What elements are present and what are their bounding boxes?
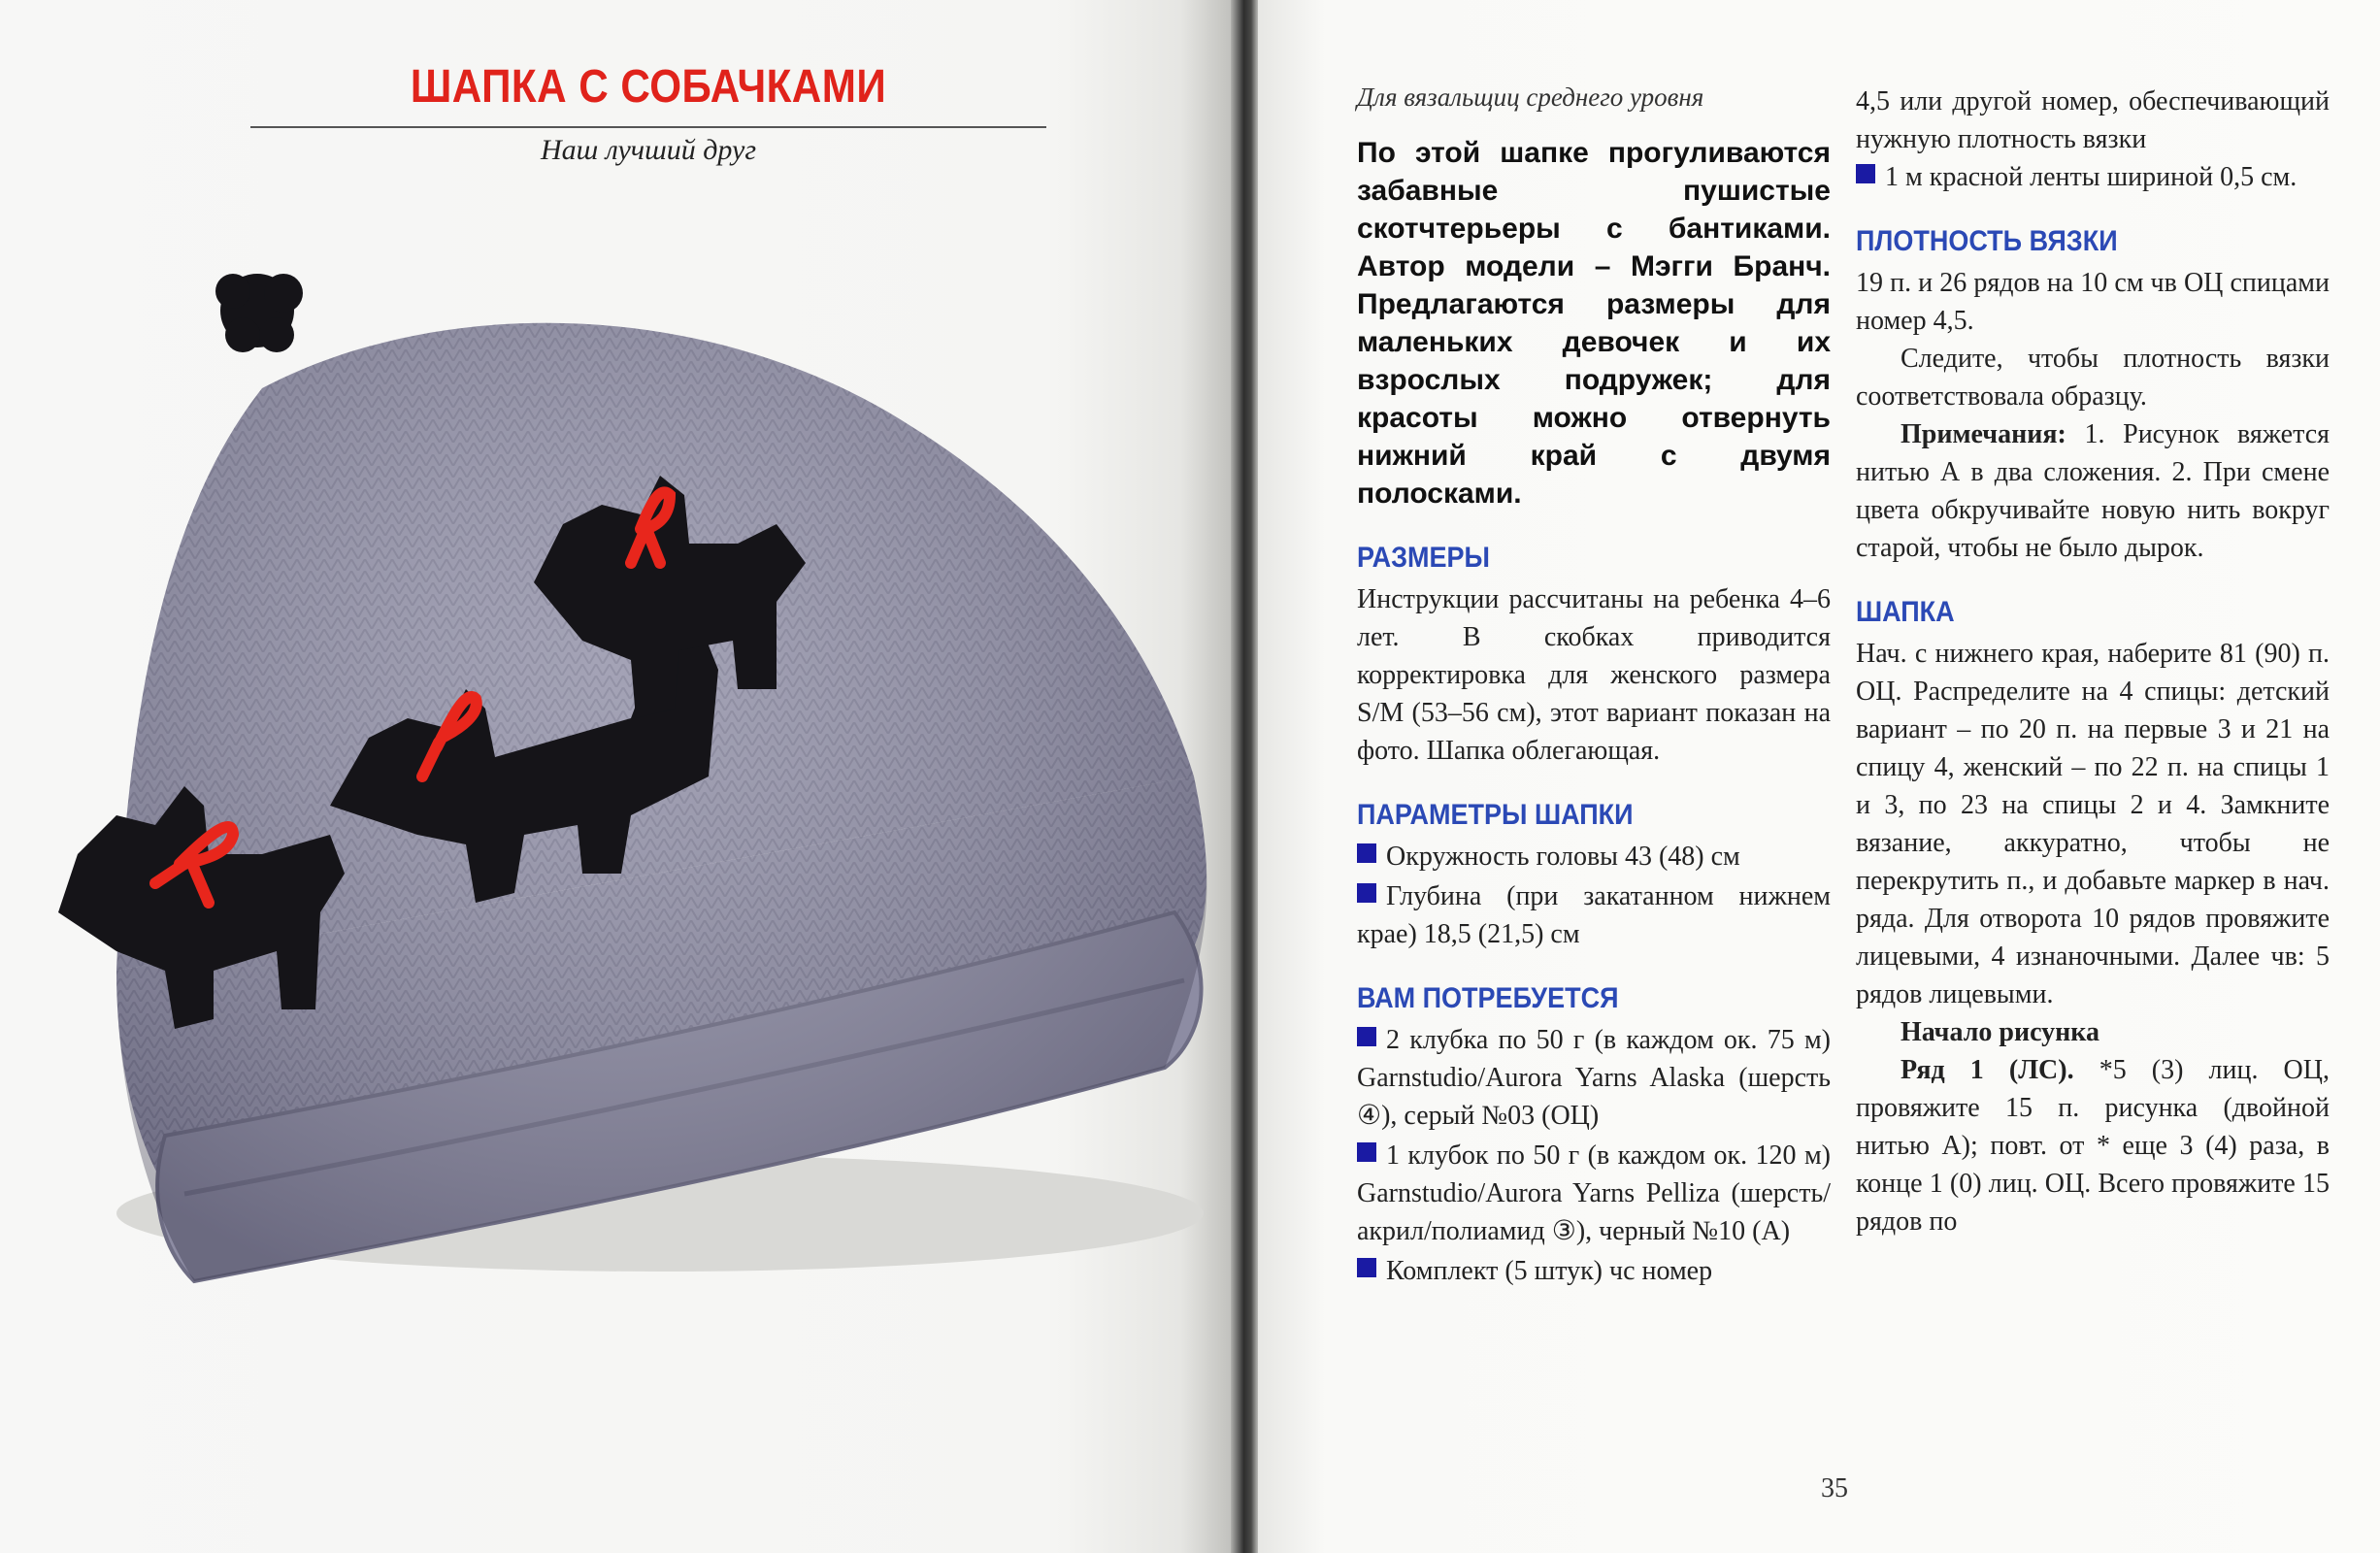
notes: Примечания: 1. Рисунок вяжется нитью А в два сложения. 2. При смене цвета обкручивайте новую нить вокруг старой, чтобы не было дырок. <box>1856 419 2330 563</box>
book-gutter <box>1231 0 1260 1553</box>
article-title: ШАПКА С СОБАЧКАМИ <box>410 61 887 113</box>
sizes-text: Инструкции рассчитаны на ребенка 4–6 лет. В скобках приводится корректировка для женского размера S/M (53–56 см), этот вариант показан на фото. Шапка облегающая. <box>1357 584 1831 766</box>
article-subtitle: Наш лучший друг <box>540 134 757 166</box>
bullet-icon <box>1357 883 1376 903</box>
gauge-text: 19 п. и 26 рядов на 10 см чв ОЦ спицами номер 4,5. <box>1856 268 2330 336</box>
gauge-check: Следите, чтобы плотность вязки соответствовала образцу. <box>1856 344 2330 412</box>
intro-paragraph: По этой шапке прогуливаются забавные пушистые скотчтерьеры с бантиками. Автор модели – Мэгги Бранч. Предлагаются размеры для маленьких девочек и их взрослых подружек; для красоты можно отвернуть нижний край с двумя полосками. <box>1357 137 1831 510</box>
skill-level: Для вязальщиц среднего уровня <box>1357 83 1704 112</box>
hat-photo <box>39 233 1242 1398</box>
page-number: 35 <box>1821 1473 1848 1503</box>
need-continued: 4,5 или другой номер, обеспечивающий нужную плотность вязки <box>1856 86 2330 154</box>
pattern-start: Начало рисунка <box>1901 1017 2100 1047</box>
bullet-icon <box>1357 843 1376 863</box>
bullet-icon <box>1357 1258 1376 1277</box>
text-column-1 <box>1357 83 1831 1292</box>
need-heading: ВАМ ПОТРЕБУЕТСЯ <box>1357 982 1619 1014</box>
bullet-icon <box>1357 1142 1376 1162</box>
bullet-icon <box>1357 1027 1376 1046</box>
title-rule <box>250 126 1046 128</box>
params-item: Окружность головы 43 (48) см <box>1357 838 1831 876</box>
need-item: 1 клубок по 50 г (в каждом ок. 120 м) Garnstudio/Aurora Yarns Pelliza (шерсть/акрил/полиамид ③), черный №10 (А) <box>1357 1140 1831 1246</box>
bullet-icon <box>1856 164 1875 183</box>
text-column-2 <box>1856 83 2330 1240</box>
need-item: 2 клубка по 50 г (в каждом ок. 75 м) Garnstudio/Aurora Yarns Alaska (шерсть ④), серый №03 (ОЦ) <box>1357 1025 1831 1131</box>
gauge-heading: ПЛОТНОСТЬ ВЯЗКИ <box>1856 225 2118 257</box>
hat-instructions: Нач. с нижнего края, наберите 81 (90) п. ОЦ. Распределите на 4 спицы: детский вариант – по 20 п. на первые 3 и 21 на спицу 4, женский – по 22 п. на спицы 1 и 3, по 23 на спицы 2 и 4. Замкните вязание, аккуратно, чтобы не перекрутить п., и добавьте маркер в нач. ряда. Для отворота 10 рядов провяжите лицевыми, 4 изнаночными. Далее чв: 5 рядов лицевыми. <box>1856 639 2330 1009</box>
need-item: 1 м красной ленты шириной 0,5 см. <box>1856 158 2330 196</box>
need-item: Комплект (5 штук) чс номер <box>1357 1252 1831 1290</box>
pompom <box>215 274 303 352</box>
sizes-heading: РАЗМЕРЫ <box>1357 542 1490 574</box>
row-1: Ряд 1 (ЛС). *5 (3) лиц. ОЦ, провяжите 15 п. рисунка (двойной нитью А); повт. от * еще 3 (4) раза, в конце 1 (0) лиц. ОЦ. Всего провяжите 15 рядов по <box>1856 1055 2330 1237</box>
params-heading: ПАРАМЕТРЫ ШАПКИ <box>1357 799 1634 831</box>
hat-heading: ШАПКА <box>1856 596 1955 628</box>
params-item: Глубина (при закатанном нижнем крае) 18,5 (21,5) см <box>1357 881 1831 949</box>
